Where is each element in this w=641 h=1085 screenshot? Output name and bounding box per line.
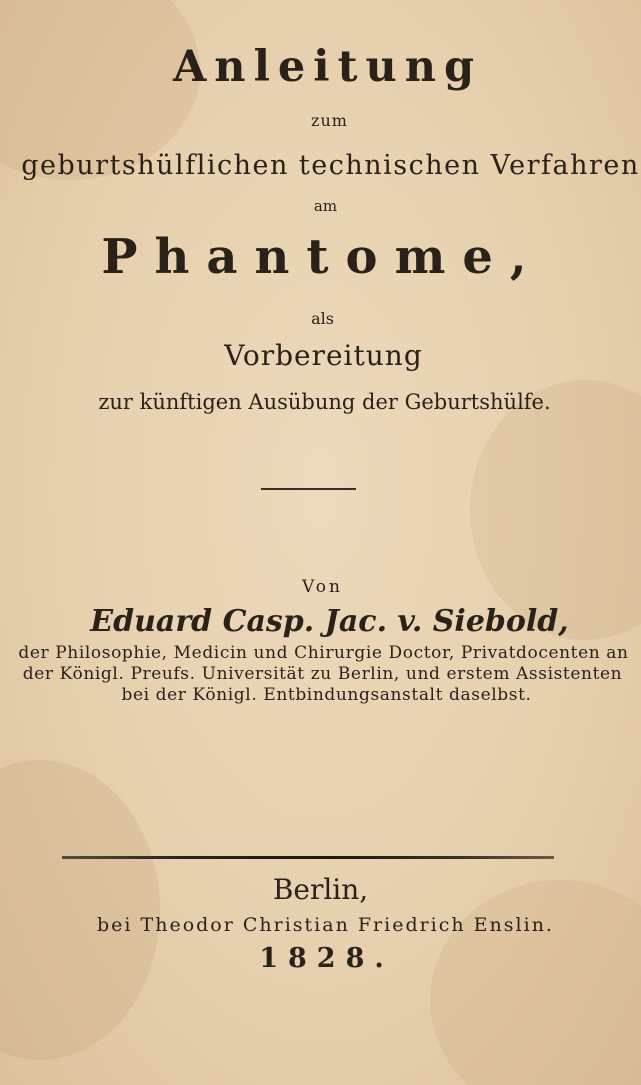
author-affiliation-line: der Philosophie, Medicin und Chirurgie Doctor, Privatdocenten an [18, 643, 629, 663]
connector-als: als [311, 309, 334, 328]
book-title-phantome: Phantome, [101, 229, 544, 285]
by-label: Von [302, 577, 343, 597]
paper-stain [470, 380, 641, 640]
author-affiliation-line: der Königl. Preufs. Universität zu Berlin, und erstem Assistenten [22, 664, 623, 684]
book-purpose: zur künftigen Ausübung der Geburtshülfe. [98, 390, 551, 414]
connector-am: am [313, 197, 338, 215]
long-divider [62, 856, 554, 859]
paper-stain [430, 880, 641, 1085]
publication-year: 1828. [259, 943, 394, 974]
book-subtitle: geburtshülflichen technischen Verfahren [21, 150, 640, 181]
publication-city: Berlin, [272, 873, 369, 906]
book-title: Anleitung [172, 42, 483, 92]
book-title-vorbereitung: Vorbereitung [224, 339, 423, 372]
publisher: bei Theodor Christian Friedrich Enslin. [97, 914, 554, 936]
author-affiliation-line: bei der Königl. Entbindungsanstalt daselbst. [121, 685, 532, 705]
short-divider [261, 488, 356, 490]
connector-zum: zum [311, 111, 348, 130]
author-name: Eduard Casp. Jac. v. Siebold, [90, 604, 569, 639]
paper-stain [0, 760, 160, 1060]
